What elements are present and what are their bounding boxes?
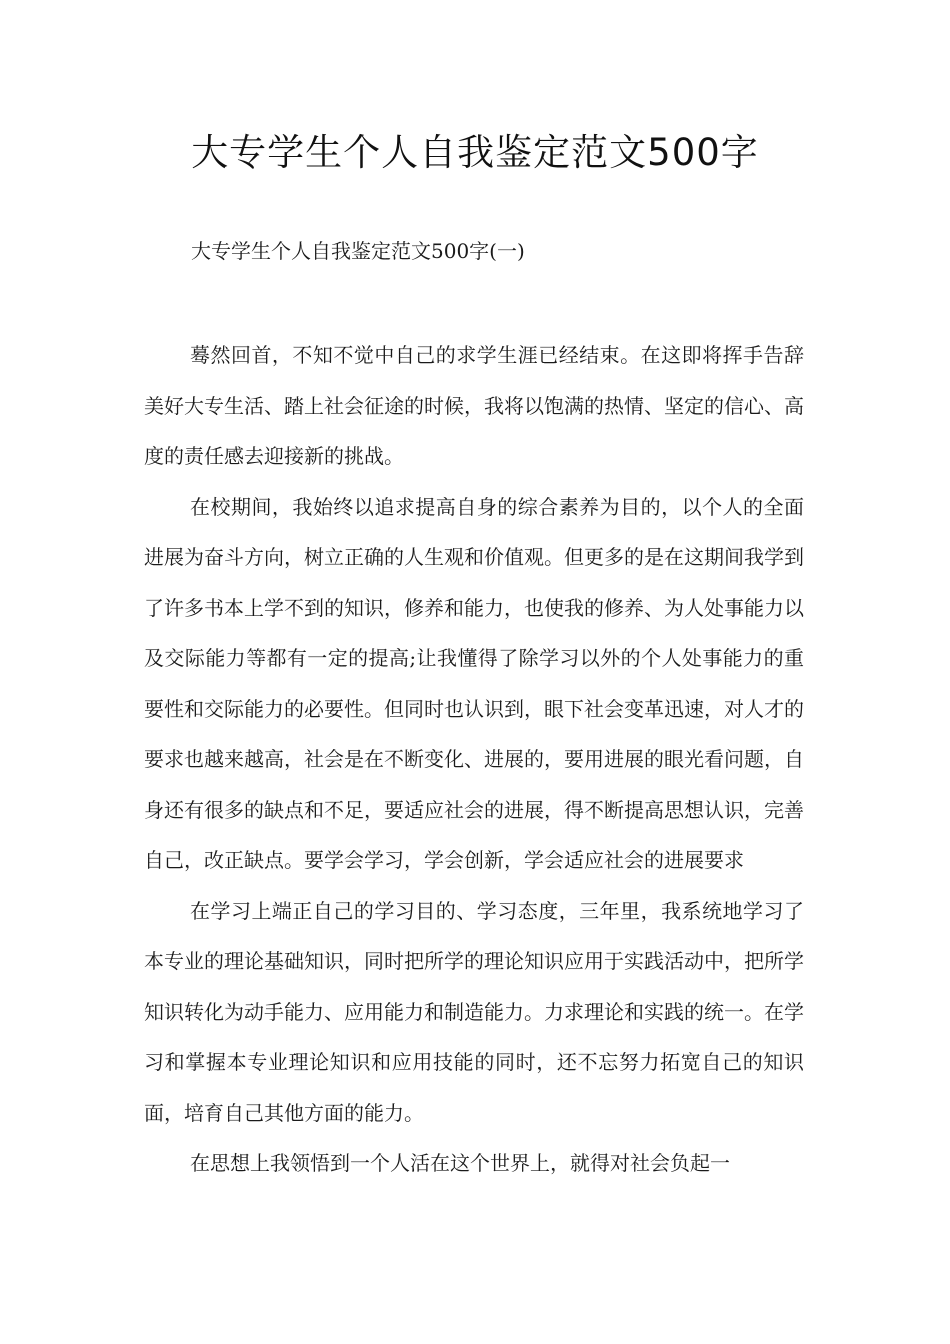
paragraph: 在学习上端正自己的学习目的、学习态度，三年里，我系统地学习了本专业的理论基础知识，同时把所学的理论知识应用于实践活动中，把所学知识转化为动手能力、应用能力和制造能力。力求理论和实践的统一。在学习和掌握本专业理论知识和应用技能的同时，还不忘努力拓宽自己的知识面，培育自己其他方面的能力。 [144, 898, 804, 1125]
document-body [144, 330, 804, 1189]
document-title: 大专学生个人自我鉴定范文500字 [191, 131, 759, 174]
paragraph: 在校期间，我始终以追求提高自身的综合素养为目的，以个人的全面进展为奋斗方向，树立正确的人生观和价值观。但更多的是在这期间我学到了许多书本上学不到的知识，修养和能力，也使我的修养、为人处事能力以及交际能力等都有一定的提高;让我懂得了除学习以外的个人处事能力的重要性和交际能力的必要性。但同时也认识到，眼下社会变革迅速，对人才的要求也越来越高，社会是在不断变化、进展的，要用进展的眼光看问题，自身还有很多的缺点和不足，要适应社会的进展，得不断提高思想认识，完善自己，改正缺点。要学会学习，学会创新，学会适应社会的进展要求 [144, 494, 804, 872]
paragraph: 在思想上我领悟到一个人活在这个世界上，就得对社会负起一 [190, 1151, 730, 1175]
document-subtitle: 大专学生个人自我鉴定范文500字(一) [191, 239, 525, 263]
paragraph: 蓦然回首，不知不觉中自己的求学生涯已经结束。在这即将挥手告辞美好大专生活、踏上社会征途的时候，我将以饱满的热情、坚定的信心、高度的责任感去迎接新的挑战。 [144, 343, 804, 468]
